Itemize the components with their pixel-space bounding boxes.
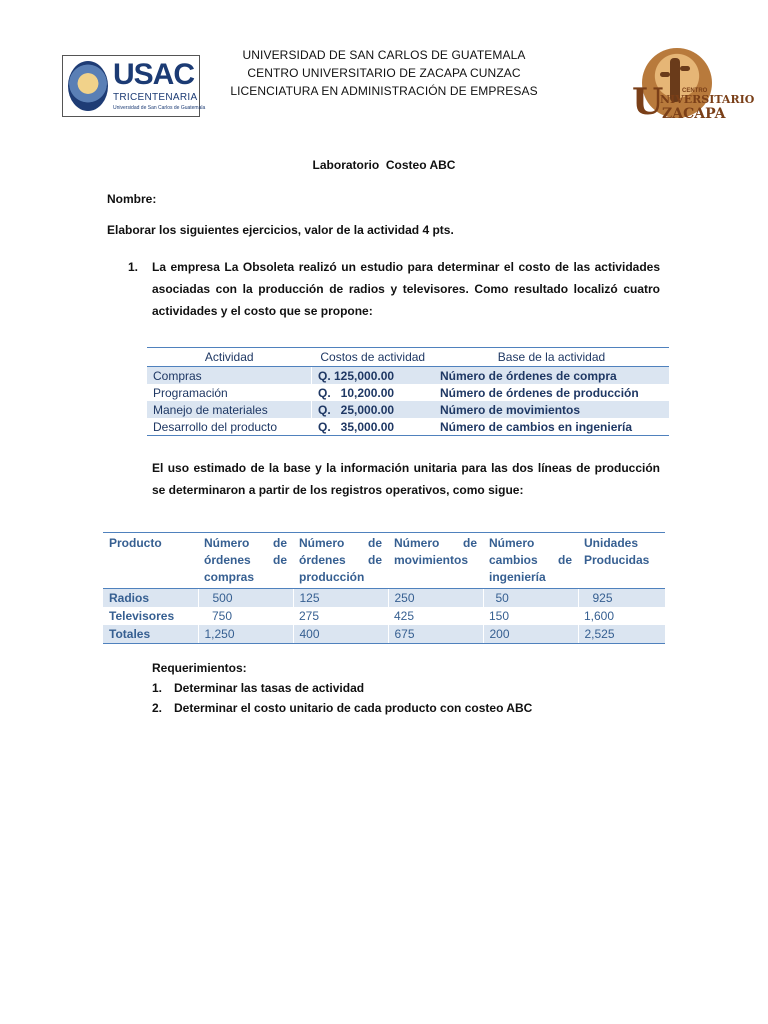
table-cell: Q. 25,000.00 bbox=[312, 401, 435, 418]
document-title: Laboratorio Costeo ABC bbox=[312, 158, 456, 172]
usac-logo-caption: Universidad de San Carlos de Guatemala bbox=[113, 105, 206, 111]
table-cell: 125 bbox=[293, 589, 388, 608]
usac-seal-icon bbox=[68, 61, 108, 111]
header-line-university: UNIVERSIDAD DE SAN CARLOS DE GUATEMALA bbox=[242, 48, 526, 62]
requirement-text: Determinar el costo unitario de cada producto con costeo ABC bbox=[174, 701, 533, 715]
column-header: Costos de actividad bbox=[312, 348, 435, 367]
document-header bbox=[200, 46, 568, 100]
requirements bbox=[152, 658, 532, 718]
table-cell: Número de órdenes de producción bbox=[440, 385, 639, 400]
cunzac-logo bbox=[632, 48, 755, 123]
name-label: Nombre: bbox=[107, 192, 157, 206]
header-line-program: LICENCIATURA EN ADMINISTRACIÓN DE EMPRESAS bbox=[230, 84, 538, 98]
table-cell: Q. 10,200.00 bbox=[312, 384, 435, 401]
cunzac-logo-top: CENTRO bbox=[682, 88, 708, 94]
table-cell: Totales bbox=[103, 625, 198, 644]
cunzac-logo-bottom: ZACAPA bbox=[662, 106, 726, 122]
requirements-label: Requerimientos: bbox=[152, 661, 247, 675]
table-cell: 150 bbox=[489, 609, 510, 623]
question-text: La empresa La Obsoleta realizó un estudio para determinar el costo de las actividades asociadas con la producción de radios y televisores. Como resultado localizó cuatro actividades y el costo que se propone: bbox=[152, 260, 660, 318]
table-cell: 250 bbox=[388, 589, 483, 608]
table-row bbox=[103, 625, 665, 644]
usac-logo-subtitle: TRICENTENARIA bbox=[113, 92, 198, 103]
column-header: Actividad bbox=[147, 348, 312, 367]
requirement-item bbox=[152, 698, 532, 718]
usage-paragraph: El uso estimado de la base y la información unitaria para las dos líneas de producción se determinaron a partir de los registros operativos, como sigue: bbox=[152, 461, 660, 497]
table-cell: Número de órdenes de compra bbox=[434, 367, 669, 385]
table-cell: 1,600 bbox=[584, 609, 615, 623]
table-cell: 275 bbox=[299, 609, 320, 623]
column-header: Base de la actividad bbox=[434, 348, 669, 367]
production-table bbox=[103, 532, 665, 644]
column-header: Número de órdenes de compras bbox=[198, 533, 293, 589]
column-header: Número cambios de ingeniería bbox=[483, 533, 578, 589]
table-cell: 50 bbox=[483, 589, 578, 608]
table-header-row bbox=[147, 348, 669, 367]
table-cell: 200 bbox=[483, 625, 578, 644]
table-header-row bbox=[103, 533, 665, 589]
table-row bbox=[103, 589, 665, 608]
table-cell: Q. 125,000.00 bbox=[312, 367, 435, 385]
cunzac-logo-mid: NIVERSITARIO bbox=[660, 93, 755, 106]
column-header: Número de movimientos bbox=[388, 533, 483, 589]
requirement-number: 2. bbox=[152, 701, 163, 715]
table-cell: 400 bbox=[293, 625, 388, 644]
table-cell: Televisores bbox=[109, 609, 175, 623]
table-cell: Q. 35,000.00 bbox=[312, 418, 435, 436]
table-row bbox=[103, 607, 665, 625]
table-row bbox=[147, 367, 669, 385]
table-cell: Compras bbox=[147, 367, 312, 385]
table-cell: 1,250 bbox=[198, 625, 293, 644]
column-header: Unidades Producidas bbox=[578, 533, 665, 589]
table-cell: Radios bbox=[103, 589, 198, 608]
table-cell: Número de cambios en ingeniería bbox=[434, 418, 669, 436]
instructions: Elaborar los siguientes ejercicios, valor de la actividad 4 pts. bbox=[107, 223, 454, 237]
requirement-number: 1. bbox=[152, 681, 163, 695]
table-cell: Manejo de materiales bbox=[147, 401, 312, 418]
column-header: Producto bbox=[103, 533, 198, 589]
table-row bbox=[147, 401, 669, 418]
table-cell: 500 bbox=[198, 589, 293, 608]
table-cell: 925 bbox=[578, 589, 665, 608]
table-cell: Desarrollo del producto bbox=[147, 418, 312, 436]
activities-table bbox=[147, 347, 669, 436]
table-row bbox=[147, 418, 669, 436]
table-cell: 750 bbox=[212, 609, 233, 623]
question-number: 1. bbox=[128, 260, 139, 274]
table-cell: Programación bbox=[153, 385, 228, 400]
question-1 bbox=[128, 256, 660, 322]
cunzac-logo-letter: U bbox=[632, 81, 664, 123]
column-header: Número de órdenes de producción bbox=[293, 533, 388, 589]
table-row bbox=[147, 384, 669, 401]
requirement-item bbox=[152, 678, 532, 698]
usac-logo bbox=[62, 55, 206, 117]
usac-logo-text: USAC bbox=[113, 58, 195, 91]
table-cell: 425 bbox=[394, 609, 415, 623]
header-line-center: CENTRO UNIVERSITARIO DE ZACAPA CUNZAC bbox=[247, 66, 521, 80]
table-cell: 675 bbox=[388, 625, 483, 644]
table-cell: 2,525 bbox=[578, 625, 665, 644]
table-cell: Número de movimientos bbox=[434, 401, 669, 418]
requirement-text: Determinar las tasas de actividad bbox=[174, 681, 365, 695]
